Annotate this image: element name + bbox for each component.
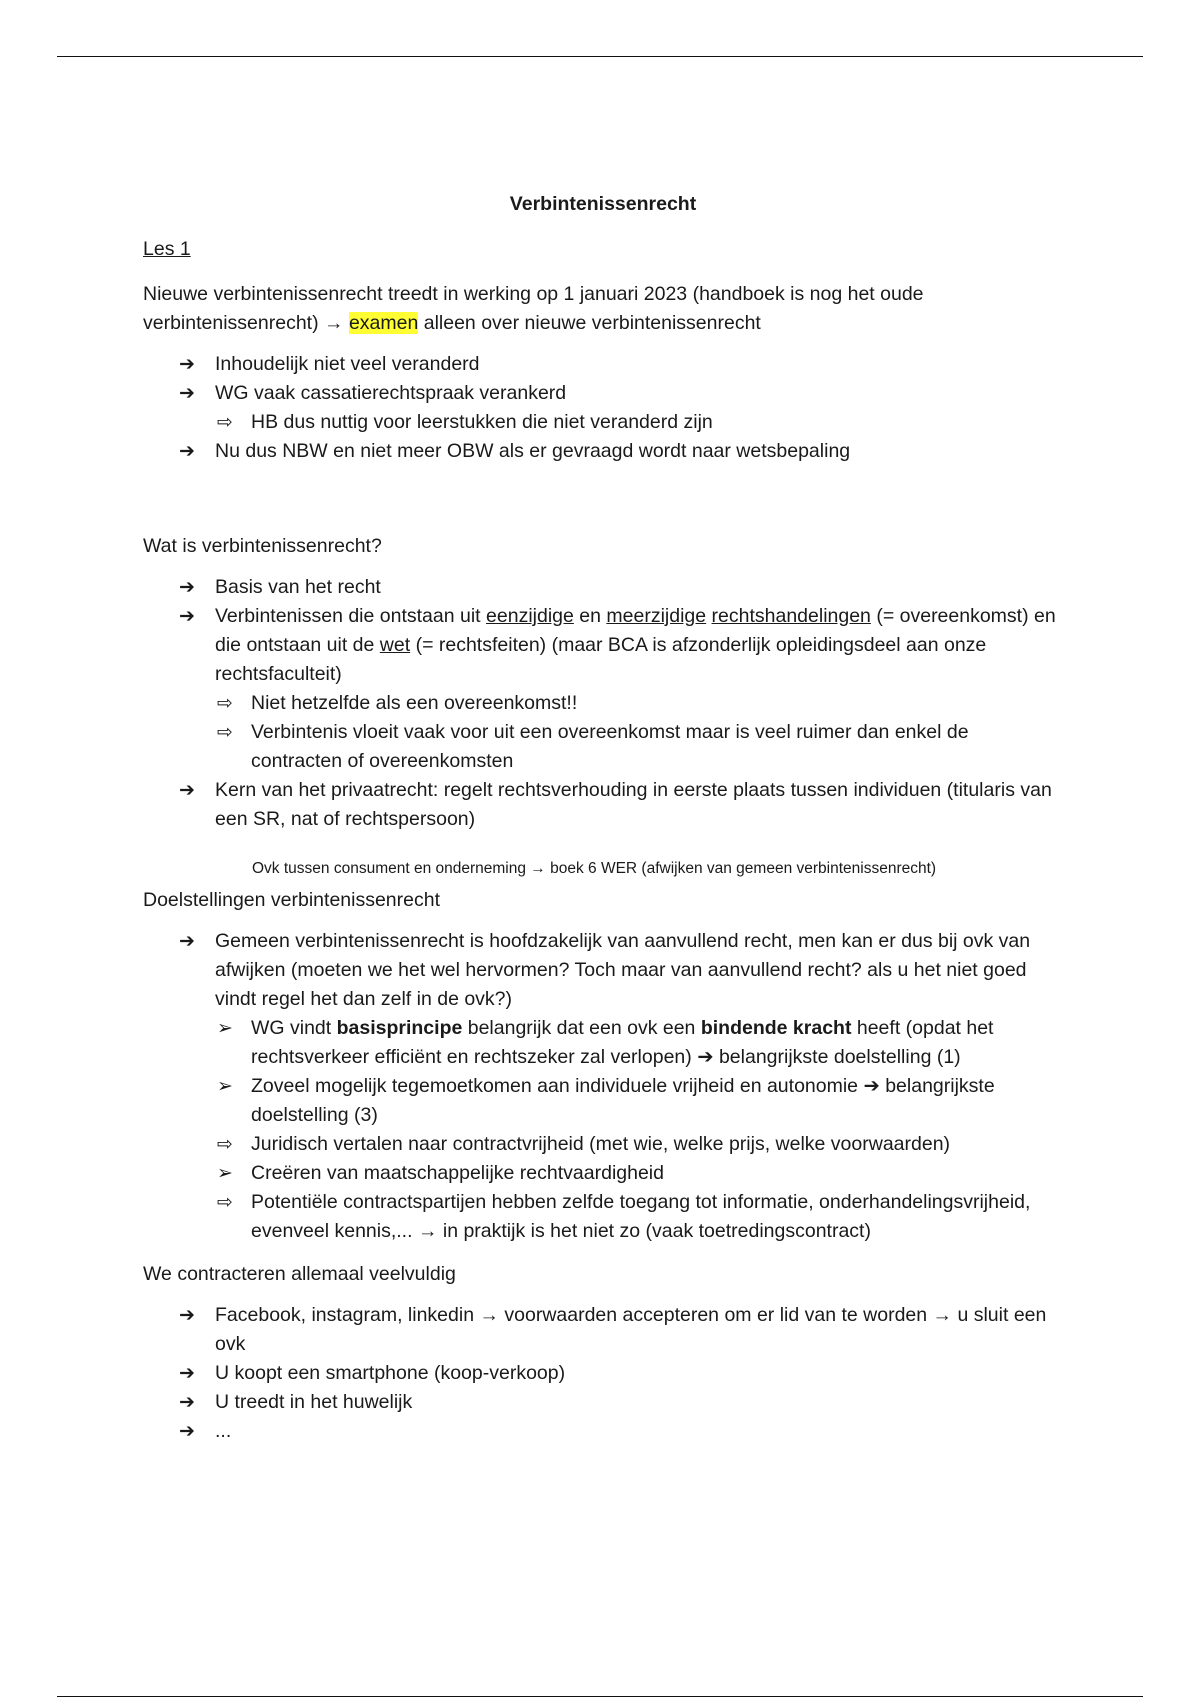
- arrow-icon: →: [479, 1304, 499, 1326]
- list-item: ➔ U treedt in het huwelijk: [143, 1388, 1063, 1417]
- bold-arrow-bullet-icon: ➔: [179, 780, 195, 801]
- list-item: ➔ ...: [143, 1417, 1063, 1446]
- list-item: ➔ Gemeen verbintenissenrecht is hoofdzakelijk van aanvullend recht, men kan er dus bij ovk van afwijken (moeten we het wel hervormen? Toch maar van aanvullend recht? als u het niet goed vindt regel het dan zelf in de ovk?): [143, 927, 1063, 1014]
- outline-arrow-bullet-icon: ⇨: [217, 1192, 233, 1213]
- section2-list: [143, 927, 1063, 1246]
- list-item: ➔ U koopt een smartphone (koop-verkoop): [143, 1359, 1063, 1388]
- list-subitem: ⇨ Potentiële contractspartijen hebben zelfde toegang tot informatie, onderhandelingsvrijheid, evenveel kennis,... → in praktijk is het niet zo (vaak toetredingscontract): [143, 1188, 1063, 1246]
- section-heading: We contracteren allemaal veelvuldig: [143, 1263, 456, 1285]
- document-body: [143, 190, 1063, 1446]
- intro-list: [143, 350, 1063, 466]
- outline-arrow-bullet-icon: ⇨: [217, 693, 233, 714]
- bold-arrow-bullet-icon: ➔: [179, 1363, 195, 1384]
- list-item: ➔ Verbintenissen die ontstaan uit eenzijdige en meerzijdige rechtshandelingen (= overeenkomst) en die ontstaan uit de wet (= rechtsfeiten) (maar BCA is afzonderlijk opleidingsdeel aan onze rechtsfaculteit): [143, 602, 1063, 689]
- lesson-label: Les 1: [143, 238, 191, 260]
- arrow-icon: →: [324, 312, 344, 334]
- list-subitem: ➢ Creëren van maatschappelijke rechtvaardigheid: [143, 1159, 1063, 1188]
- list-subitem: ⇨ Verbintenis vloeit vaak voor uit een overeenkomst maar is veel ruimer dan enkel de contracten of overeenkomsten: [143, 718, 1063, 776]
- list-subitem: ⇨ Juridisch vertalen naar contractvrijheid (met wie, welke prijs, welke voorwaarden): [143, 1130, 1063, 1159]
- section-heading: Doelstellingen verbintenissenrecht: [143, 889, 441, 911]
- bold-arrow-bullet-icon: ➔: [179, 577, 195, 598]
- arrow-icon: ➔: [863, 1075, 880, 1097]
- bold-arrow-bullet-icon: ➔: [179, 1421, 195, 1442]
- section3-list: [143, 1301, 1063, 1446]
- arrowhead-bullet-icon: ➢: [217, 1018, 233, 1039]
- outline-arrow-bullet-icon: ⇨: [217, 412, 233, 433]
- section1-list: [143, 573, 1063, 834]
- intro-paragraph: [143, 280, 1063, 338]
- list-subitem: ➢ WG vindt basisprincipe belangrijk dat een ovk een bindende kracht heeft (opdat het rechtsverkeer efficiënt en rechtszeker zal verlopen) ➔ belangrijkste doelstelling (1): [143, 1014, 1063, 1072]
- list-item: ➔ Inhoudelijk niet veel veranderd: [143, 350, 1063, 379]
- bold-arrow-bullet-icon: ➔: [179, 441, 195, 462]
- bold-arrow-bullet-icon: ➔: [179, 383, 195, 404]
- intro-text-2: alleen over nieuwe verbintenissenrecht: [418, 312, 761, 334]
- intro-text-1: Nieuwe verbintenissenrecht treedt in werking op 1 januari 2023 (handboek is nog het oude verbintenissenrecht): [143, 283, 924, 334]
- arrowhead-bullet-icon: ➢: [217, 1076, 233, 1097]
- arrowhead-bullet-icon: ➢: [217, 1163, 233, 1184]
- note-line: Ovk tussen consument en onderneming → boek 6 WER (afwijken van gemeen verbintenissenrecht): [252, 860, 937, 877]
- bold-arrow-bullet-icon: ➔: [179, 1305, 195, 1326]
- section-heading: Wat is verbintenissenrecht?: [143, 535, 382, 557]
- list-item: ➔ Facebook, instagram, linkedin → voorwaarden accepteren om er lid van te worden → u sluit een ovk: [143, 1301, 1063, 1359]
- outline-arrow-bullet-icon: ⇨: [217, 1134, 233, 1155]
- outline-arrow-bullet-icon: ⇨: [217, 722, 233, 743]
- list-subitem: ⇨ HB dus nuttig voor leerstukken die niet veranderd zijn: [143, 408, 1063, 437]
- footer-rule: [57, 1696, 1143, 1697]
- arrow-icon: →: [530, 860, 546, 877]
- list-item: ➔ Nu dus NBW en niet meer OBW als er gevraagd wordt naar wetsbepaling: [143, 437, 1063, 466]
- bold-arrow-bullet-icon: ➔: [179, 931, 195, 952]
- arrow-icon: →: [417, 1220, 438, 1242]
- highlighted-word: examen: [348, 312, 419, 334]
- list-subitem: ➢ Zoveel mogelijk tegemoetkomen aan individuele vrijheid en autonomie ➔ belangrijkste doelstelling (3): [143, 1072, 1063, 1130]
- list-item: ➔ Basis van het recht: [143, 573, 1063, 602]
- header-rule: [57, 56, 1143, 57]
- document-title: Verbintenissenrecht: [509, 193, 697, 215]
- list-subitem: ⇨ Niet hetzelfde als een overeenkomst!!: [143, 689, 1063, 718]
- list-item: ➔ Kern van het privaatrecht: regelt rechtsverhouding in eerste plaats tussen individuen (titularis van een SR, nat of rechtspersoon): [143, 776, 1063, 834]
- list-item: ➔ WG vaak cassatierechtspraak verankerd: [143, 379, 1063, 408]
- arrow-icon: →: [932, 1304, 953, 1326]
- arrow-icon: ➔: [697, 1046, 714, 1068]
- bold-arrow-bullet-icon: ➔: [179, 1392, 195, 1413]
- bold-arrow-bullet-icon: ➔: [179, 606, 195, 627]
- bold-arrow-bullet-icon: ➔: [179, 354, 195, 375]
